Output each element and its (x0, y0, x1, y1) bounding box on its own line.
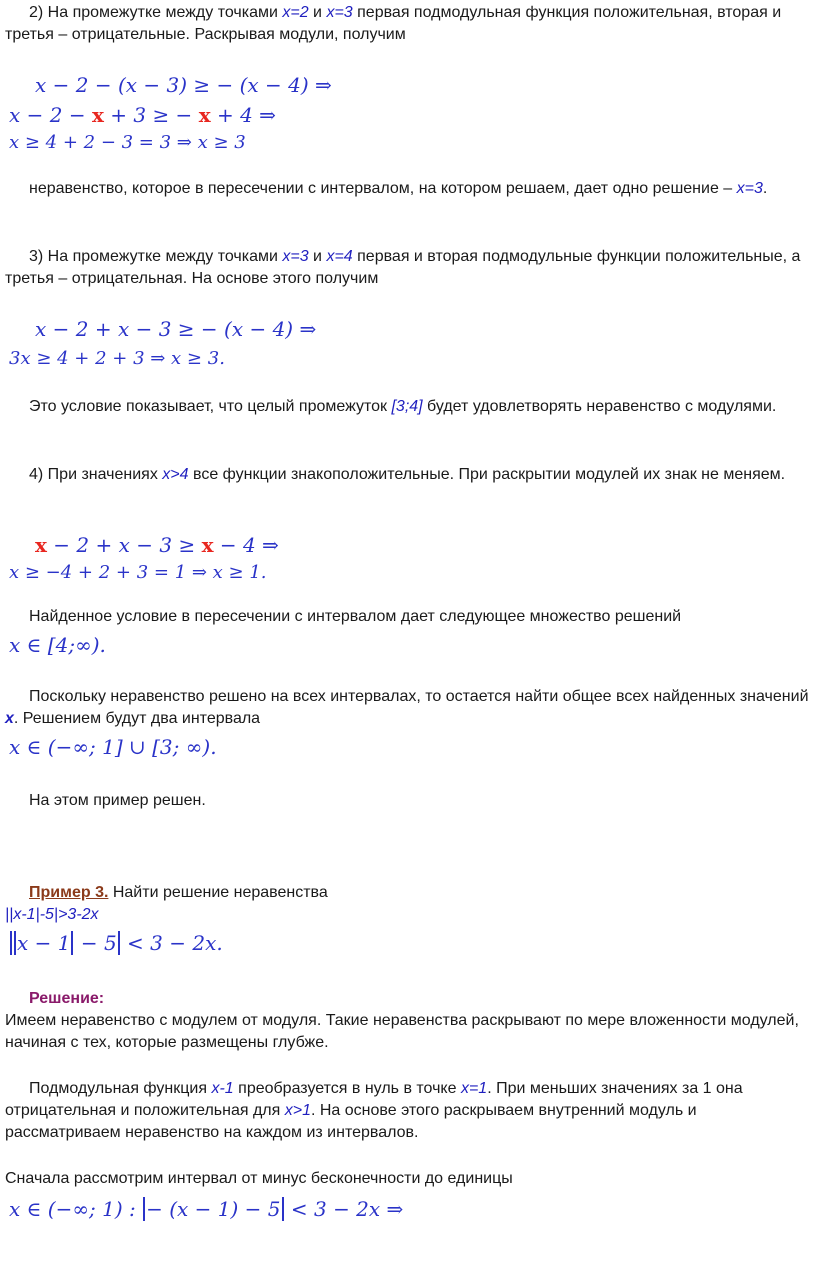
text: неравенство, которое в пересечении с интервалом, на котором решаем, дает одно решение – (29, 180, 737, 197)
math-part: − 5 (74, 931, 117, 955)
text: Это условие показывает, что целый промежуток (29, 398, 392, 415)
paragraph-end: На этом пример решен. (29, 792, 206, 809)
formula-step2-line3: x ≥ 4 + 2 − 3 = 3 ⇒ x ≥ 3 (9, 132, 246, 153)
math-part: x ∈ (−∞; 1) : (9, 1197, 136, 1221)
var-x3: x=3 (282, 248, 309, 265)
text: . Решением будут два интервала (13, 710, 261, 727)
formula-step4-line2: x ≥ −4 + 2 + 3 = 1 ⇒ x ≥ 1. (9, 562, 267, 583)
text: . При меньших значениях за 1 она отрицательная и положительная для (5, 1080, 743, 1119)
var-x1: x=1 (460, 1080, 488, 1097)
text: первая и вторая подмодульные функции положительные, а третья – отрицательная. На основе этого получим (5, 248, 801, 287)
paragraph-intro: Имеем неравенство с модулем от модуля. Такие неравенства раскрывают по мере вложенности модулей, начиная с тех, которые размещены глубже. (5, 1012, 799, 1051)
example-3-formula-text: ||x-1|-5|>3-2x (5, 906, 99, 923)
text: Найти решение неравенства (108, 884, 328, 901)
var-x-minus-1: x-1 (211, 1080, 234, 1097)
paragraph-first-interval: Сначала рассмотрим интервал от минус бесконечности до единицы (5, 1170, 513, 1187)
var-x3: x=3 (736, 180, 763, 197)
var-x: x (5, 710, 14, 727)
crossed-x: x (91, 103, 104, 127)
abs-bar (118, 931, 120, 955)
text: 4) При значениях (29, 466, 163, 483)
paragraph-step3-result (5, 396, 811, 418)
paragraph-inner-modulus (5, 1078, 811, 1144)
formula-final-answer: x ∈ (−∞; 1] ∪ [3; ∞). (9, 735, 217, 759)
text: Подмодульная функция (29, 1080, 212, 1097)
abs-bar (282, 1197, 284, 1221)
crossed-x: x (201, 533, 214, 557)
math-part: − 4 ⇒ (213, 533, 279, 557)
formula-step3-line1: x − 2 + x − 3 ≥ − (x − 4) ⇒ (35, 317, 317, 341)
crossed-x: x (35, 533, 47, 557)
text: 2) На промежутке между точками (29, 4, 283, 21)
var-x-gt-4: x>4 (162, 466, 189, 483)
paragraph-combine (5, 686, 811, 730)
solution-label (5, 988, 811, 1010)
formula-step2-line1: x − 2 − (x − 3) ≥ − (x − 4) ⇒ (35, 73, 332, 97)
text: и (308, 248, 327, 265)
formula-step4-set: x ∈ [4;∞). (9, 633, 106, 657)
math-part: + 4 ⇒ (210, 103, 276, 127)
math-part: < 3 − 2x ⇒ (284, 1197, 404, 1221)
text: все функции знакоположительные. При раскрытии модулей их знак не меняем. (188, 466, 786, 483)
text: Поскольку неравенство решено на всех интервалах, то остается найти общее всех найденных значений (29, 688, 809, 705)
var-x-gt-1: x>1 (284, 1102, 311, 1119)
crossed-x: x (198, 103, 211, 127)
math-part: < 3 − 2x. (120, 931, 223, 955)
abs-bar (14, 931, 16, 955)
abs-bar (10, 931, 12, 955)
var-x4: x=4 (326, 248, 353, 265)
paragraph-step2 (5, 2, 811, 46)
text: и (308, 4, 327, 21)
math-part: − (x − 1) − 5 (146, 1197, 281, 1221)
text: . На основе этого раскрываем внутренний модуль и рассматриваем неравенство на каждом из интервалов. (5, 1102, 697, 1141)
paragraph-step3 (5, 246, 811, 290)
math-part: x − 2 − (9, 103, 92, 127)
math-part: x − 1 (17, 931, 71, 955)
text: первая подмодульная функция положительная, вторая и третья – отрицательные. Раскрывая модули, получим (5, 4, 782, 43)
paragraph-step2-result (5, 178, 811, 200)
paragraph-step4-result: Найденное условие в пересечении с интервалом дает следующее множество решений (29, 608, 682, 625)
example-3-heading (5, 882, 811, 904)
formula-step2-line2 (9, 102, 276, 128)
text: 3) На промежутке между точками (29, 248, 283, 265)
math-part: + 3 ≥ − (103, 103, 199, 127)
example-3-link[interactable]: Пример 3. (29, 884, 109, 901)
paragraph-step4 (5, 464, 811, 486)
abs-bar (143, 1197, 145, 1221)
formula-example3 (9, 930, 223, 956)
text: . (762, 180, 768, 197)
var-interval: [3;4] (391, 398, 423, 415)
formula-first-interval (9, 1196, 403, 1222)
var-x2: x=2 (282, 4, 309, 21)
text: будет удовлетворять неравенство с модулями. (422, 398, 777, 415)
formula-step3-line2: 3x ≥ 4 + 2 + 3 ⇒ x ≥ 3. (9, 348, 225, 369)
solution-heading: Решение: (29, 990, 105, 1007)
text: преобразуется в нуль в точке (233, 1080, 461, 1097)
var-x3: x=3 (326, 4, 353, 21)
math-part: − 2 + x − 3 ≥ (46, 533, 202, 557)
formula-step4-line1 (35, 532, 279, 558)
